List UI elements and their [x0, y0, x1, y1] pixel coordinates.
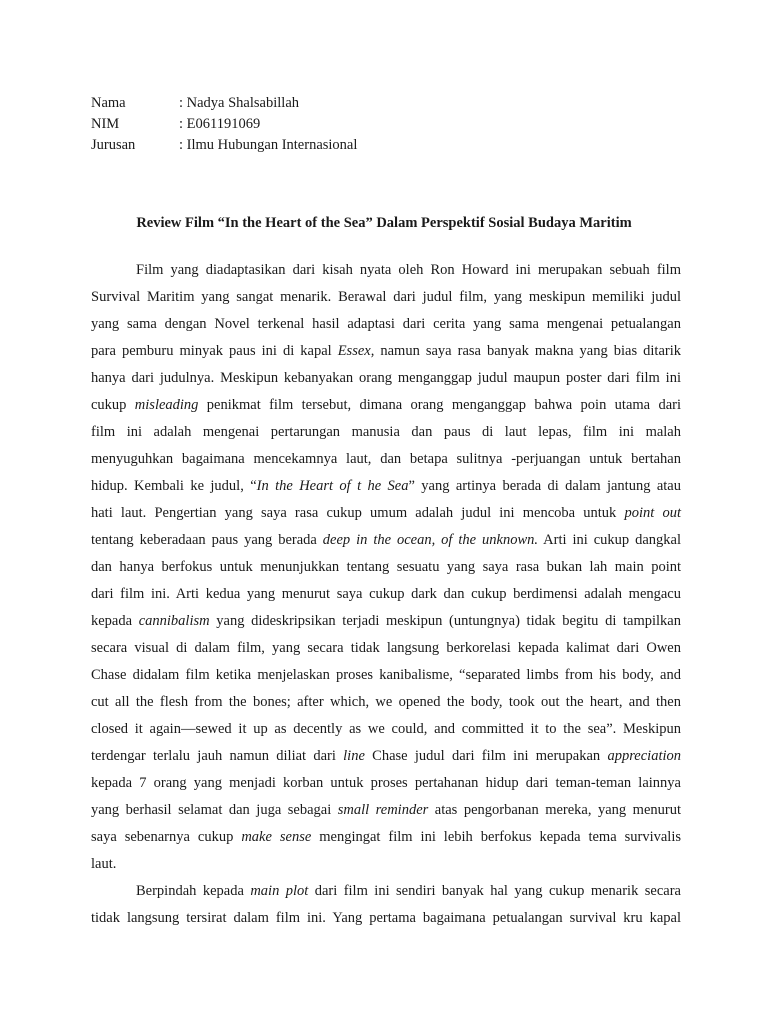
text-segment: film ini adalah mengenai pertarungan manusia dan paus di laut lepas, film ini malah — [91, 424, 681, 440]
italic-text: small reminder — [337, 802, 429, 818]
text-line — [91, 365, 681, 392]
text-line — [91, 473, 681, 500]
text-line — [91, 743, 681, 770]
text-segment: atas pengorbanan mereka, yang menurut — [428, 802, 681, 818]
text-line — [91, 284, 681, 311]
italic-text: In the Heart of t he Sea — [256, 478, 409, 494]
italic-text: line — [343, 748, 365, 764]
identity-value: : Nadya Shalsabillah — [179, 95, 300, 111]
text-segment: hidup. Kembali ke judul, “ — [91, 478, 257, 494]
text-line — [91, 689, 681, 716]
italic-text: cannibalism — [138, 613, 210, 629]
text-line — [91, 527, 681, 554]
italic-text: Essex, — [337, 343, 375, 359]
text-line — [91, 500, 681, 527]
text-line — [91, 311, 681, 338]
text-segment: menyuguhkan bagaimana mencekamnya laut, dan betapa sulitnya -perjuangan untuk bertahan — [91, 451, 681, 467]
italic-text: make sense — [241, 829, 312, 845]
document-title: Review Film “In the Heart of the Sea” Dalam Perspektif Sosial Budaya Maritim — [136, 215, 632, 231]
text-segment: saya sebenarnya cukup — [91, 829, 242, 845]
text-segment: yang berhasil selamat dan juga sebagai — [91, 802, 338, 818]
identity-row-name — [91, 93, 357, 114]
text-line — [91, 851, 681, 878]
text-line — [91, 554, 681, 581]
identity-label: NIM — [91, 116, 120, 132]
text-line — [91, 608, 681, 635]
text-segment: closed it again—sewed it up as decently as we could, and committed it to the sea”. Meskipun — [91, 721, 681, 737]
text-segment: para pemburu minyak paus ini di kapal — [91, 343, 338, 359]
identity-row-jurusan — [91, 135, 357, 156]
text-segment: kepada 7 orang yang menjadi korban untuk proses pertahanan hidup dari teman-teman lainnya — [91, 775, 681, 791]
text-line — [91, 905, 681, 932]
text-segment: Chase didalam film ketika menjelaskan proses kanibalisme, “separated limbs from his body, and — [91, 667, 681, 683]
text-segment: ” yang artinya berada di dalam jantung atau — [408, 478, 681, 494]
text-line — [91, 878, 681, 905]
paragraph — [91, 878, 681, 932]
paragraph — [91, 257, 681, 878]
text-line — [91, 662, 681, 689]
text-line — [91, 392, 681, 419]
italic-text: deep in the ocean, of the unknown. — [322, 532, 539, 548]
text-line — [91, 635, 681, 662]
text-segment: Chase judul dari film ini merupakan — [364, 748, 608, 764]
text-segment: penikmat film tersebut, dimana orang menganggap bahwa poin utama dari — [198, 397, 681, 413]
text-line — [91, 797, 681, 824]
identity-label: Nama — [91, 95, 126, 111]
italic-text: point out — [624, 505, 681, 521]
text-line — [91, 338, 681, 365]
text-segment: Film yang diadaptasikan dari kisah nyata oleh Ron Howard ini merupakan sebuah film — [136, 262, 681, 278]
text-segment: dari film ini sendiri banyak hal yang cukup menarik secara — [308, 883, 681, 899]
text-line — [91, 770, 681, 797]
text-line — [91, 824, 681, 851]
text-segment: Arti ini cukup dangkal — [538, 532, 681, 548]
identity-label: Jurusan — [91, 137, 136, 153]
text-segment: mengingat film ini lebih berfokus kepada tema survivalis — [311, 829, 681, 845]
text-segment: Survival Maritim yang sangat menarik. Berawal dari judul film, yang meskipun memiliki judul — [91, 289, 681, 305]
text-segment: secara visual di dalam film, yang secara tidak langsung berkorelasi kepada kalimat dari Owen — [91, 640, 681, 656]
identity-block — [91, 93, 357, 156]
identity-row-nim — [91, 114, 357, 135]
italic-text: appreciation — [607, 748, 681, 764]
text-segment: dari film ini. Arti kedua yang menurut saya cukup dark dan cukup berdimensi adalah mengacu — [91, 586, 681, 602]
text-line — [91, 716, 681, 743]
text-segment: yang dideskripsikan terjadi meskipun (untungnya) tidak begitu di tampilkan — [209, 613, 681, 629]
text-segment: laut. — [91, 856, 117, 872]
text-segment: yang sama dengan Novel terkenal hasil adaptasi dari cerita yang sama mengenai petualangan — [91, 316, 681, 332]
text-line — [91, 581, 681, 608]
text-line — [91, 419, 681, 446]
text-segment: kepada — [91, 613, 139, 629]
text-segment: namun saya rasa banyak makna yang bias ditarik — [374, 343, 681, 359]
identity-value: : Ilmu Hubungan Internasional — [179, 137, 358, 153]
text-line — [91, 257, 681, 284]
text-segment: cukup — [91, 397, 135, 413]
text-segment: tentang keberadaan paus yang berada — [91, 532, 323, 548]
text-segment: Berpindah kepada — [136, 883, 251, 899]
text-segment: hati laut. Pengertian yang saya rasa cukup umum adalah judul ini mencoba untuk — [91, 505, 625, 521]
identity-value: : E061191069 — [179, 116, 261, 132]
text-segment: hanya dari judulnya. Meskipun kebanyakan orang menganggap judul maupun poster dari film ini — [91, 370, 681, 386]
text-segment: terdengar terlalu jauh namun diliat dari — [91, 748, 344, 764]
italic-text: misleading — [134, 397, 199, 413]
document-body — [91, 257, 681, 932]
italic-text: main plot — [250, 883, 309, 899]
text-line — [91, 446, 681, 473]
text-segment: tidak langsung tersirat dalam film ini. Yang pertama bagaimana petualangan survival kru kapal — [91, 910, 681, 926]
text-segment: dan hanya berfokus untuk menunjukkan tentang sesuatu yang saya rasa bukan lah main point — [91, 559, 681, 575]
text-segment: cut all the flesh from the bones; after which, we opened the body, took out the heart, and then — [91, 694, 681, 710]
